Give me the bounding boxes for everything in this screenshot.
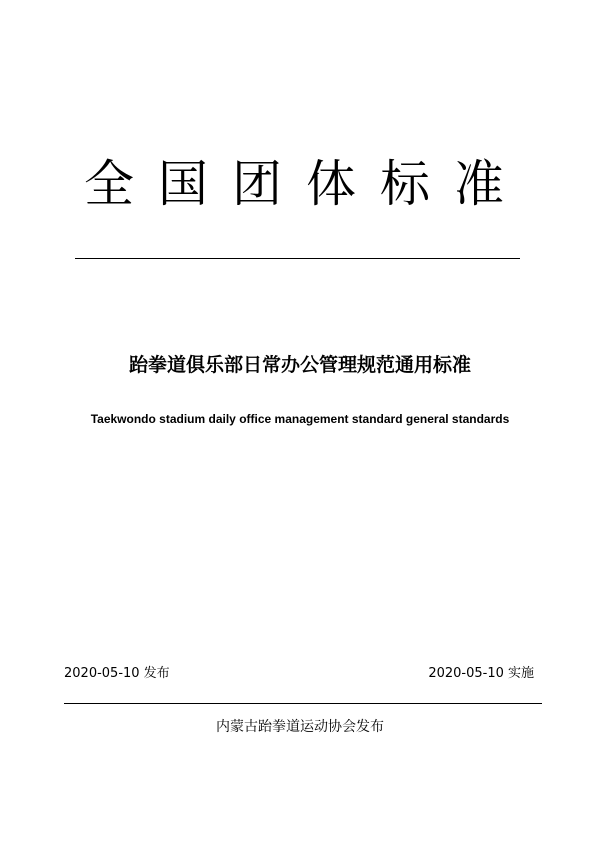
publisher-line: 内蒙古跆拳道运动协会发布 bbox=[216, 719, 384, 735]
standard-category-title: 全国团体标准 bbox=[84, 155, 528, 213]
issue-date: 2020-05-10 发布 bbox=[64, 666, 170, 681]
top-divider bbox=[75, 258, 520, 259]
bottom-divider bbox=[64, 703, 542, 704]
date-row bbox=[64, 664, 534, 684]
document-title-chinese: 跆拳道俱乐部日常办公管理规范通用标准 bbox=[128, 354, 471, 376]
effective-date: 2020-05-10 实施 bbox=[428, 666, 534, 681]
document-title-english: Taekwondo stadium daily office management standard general standards bbox=[90, 412, 510, 426]
